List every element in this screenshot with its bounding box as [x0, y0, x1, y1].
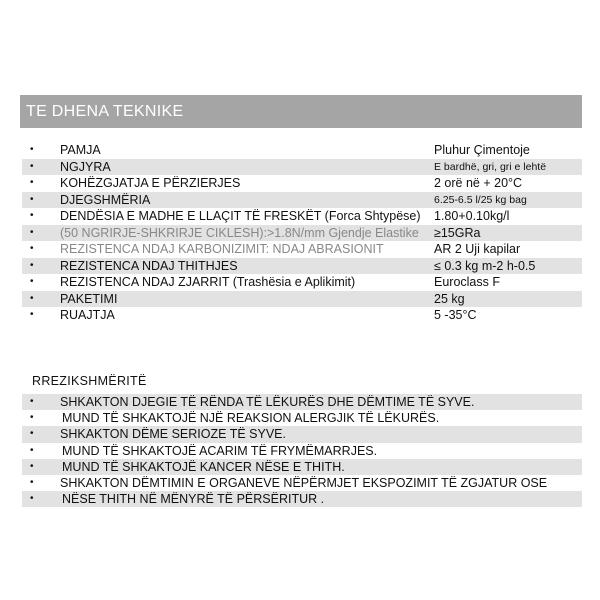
spec-row-water-demand — [22, 192, 582, 209]
risk-text: SHKAKTON DËMTIMIN E ORGANEVE NËPËRMJET EKSPOZIMIT TË ZGJATUR OSE — [60, 475, 548, 490]
spec-label: PAMJA — [60, 143, 101, 157]
risk-item — [22, 491, 582, 507]
spec-label: DENDËSIA E MADHE E LLAÇIT TË FRESKËT (Forca Shtypëse) — [60, 209, 421, 223]
risk-item — [22, 410, 582, 426]
bullet-icon: • — [30, 309, 34, 320]
risk-text: SHKAKTON DJEGIE TË RËNDA TË LËKURËS DHE DËMTIME TË SYVE. — [60, 395, 475, 409]
risk-item — [22, 394, 582, 410]
risks-list — [22, 394, 582, 507]
risk-text: SHKAKTON DËME SERIOZE TË SYVE. — [60, 427, 286, 442]
bullet-icon: • — [30, 243, 34, 254]
spec-row-pot-life — [22, 175, 582, 192]
bullet-icon: • — [30, 412, 34, 424]
spec-row-carbonation — [22, 241, 582, 258]
spec-row-color — [22, 159, 582, 176]
risk-item — [22, 443, 582, 459]
risk-text: MUND TË SHKAKTOJË NJË REAKSION ALERGJIK TË LËKURËS. — [62, 411, 440, 426]
spec-value: Pluhur Çimentoje — [434, 143, 530, 157]
bullet-icon: • — [30, 476, 34, 488]
spec-label: DJEGSHMËRIA — [60, 192, 151, 207]
spec-row-density — [22, 208, 582, 225]
spec-label: NGJYRA — [60, 159, 111, 174]
spec-value: 1.80+0.10kg/l — [434, 209, 510, 223]
risk-item — [22, 426, 582, 442]
spec-label: REZISTENCA NDAJ THITHJES — [60, 258, 238, 273]
section-title: TE DHENA TEKNIKE — [26, 103, 184, 120]
bullet-icon: • — [30, 292, 34, 304]
spec-value: ≤ 0.3 kg m-2 h-0.5 — [434, 258, 536, 273]
bullet-icon: • — [30, 460, 34, 472]
spec-label: REZISTENCA NDAJ KARBONIZIMIT: NDAJ ABRASIONIT — [60, 242, 384, 256]
section-header-technical-data — [20, 95, 582, 128]
spec-label: REZISTENCA NDAJ ZJARRIT (Trashësia e Aplikimit) — [60, 275, 356, 289]
technical-data-table — [22, 142, 582, 324]
risk-item — [22, 475, 582, 491]
bullet-icon: • — [30, 276, 34, 287]
bullet-icon: • — [30, 177, 34, 188]
bullet-icon: • — [30, 396, 34, 407]
risk-item — [22, 459, 582, 475]
spec-row-packaging — [22, 291, 582, 308]
spec-row-freeze-thaw — [22, 225, 582, 242]
spec-value: 5 -35°C — [434, 308, 477, 322]
spec-label: KOHËZGJATJA E PËRZIERJES — [60, 176, 241, 190]
spec-label: PAKETIMI — [60, 291, 118, 306]
spec-value: E bardhë, gri, gri e lehtë — [434, 160, 547, 173]
spec-value: ≥15GRa — [434, 225, 481, 240]
spec-row-absorption — [22, 258, 582, 275]
spec-value: 25 kg — [434, 291, 465, 306]
spec-value: 2 orë në + 20°C — [434, 176, 523, 190]
bullet-icon: • — [30, 444, 34, 456]
spec-row-appearance — [22, 142, 582, 159]
spec-label: RUAJTJA — [60, 308, 115, 322]
risk-text: NËSE THITH NË MËNYRË TË PËRSËRITUR . — [62, 492, 325, 507]
bullet-icon: • — [30, 493, 34, 505]
spec-row-fire-resistance — [22, 274, 582, 291]
bullet-icon: • — [30, 144, 34, 155]
risk-text: MUND TË SHKAKTOJË KANCER NËSE E THITH. — [62, 459, 345, 474]
bullet-icon: • — [30, 226, 34, 238]
spec-label: (50 NGRIRJE-SHKRIRJE CIKLESH):>1.8N/mm Gjendje Elastike — [60, 225, 419, 240]
risk-text: MUND TË SHKAKTOJË ACARIM TË FRYMËMARRJES. — [62, 443, 378, 458]
bullet-icon: • — [30, 210, 34, 221]
spec-value: AR 2 Uji kapilar — [434, 242, 521, 256]
bullet-icon: • — [30, 428, 34, 440]
bullet-icon: • — [30, 160, 34, 172]
spec-value: Euroclass F — [434, 275, 500, 289]
spec-row-storage — [22, 307, 582, 324]
bullet-icon: • — [30, 193, 34, 205]
spec-value: 6.25-6.5 l/25 kg bag — [434, 193, 527, 206]
bullet-icon: • — [30, 259, 34, 271]
risks-title: RREZIKSHMËRITË — [32, 374, 147, 388]
